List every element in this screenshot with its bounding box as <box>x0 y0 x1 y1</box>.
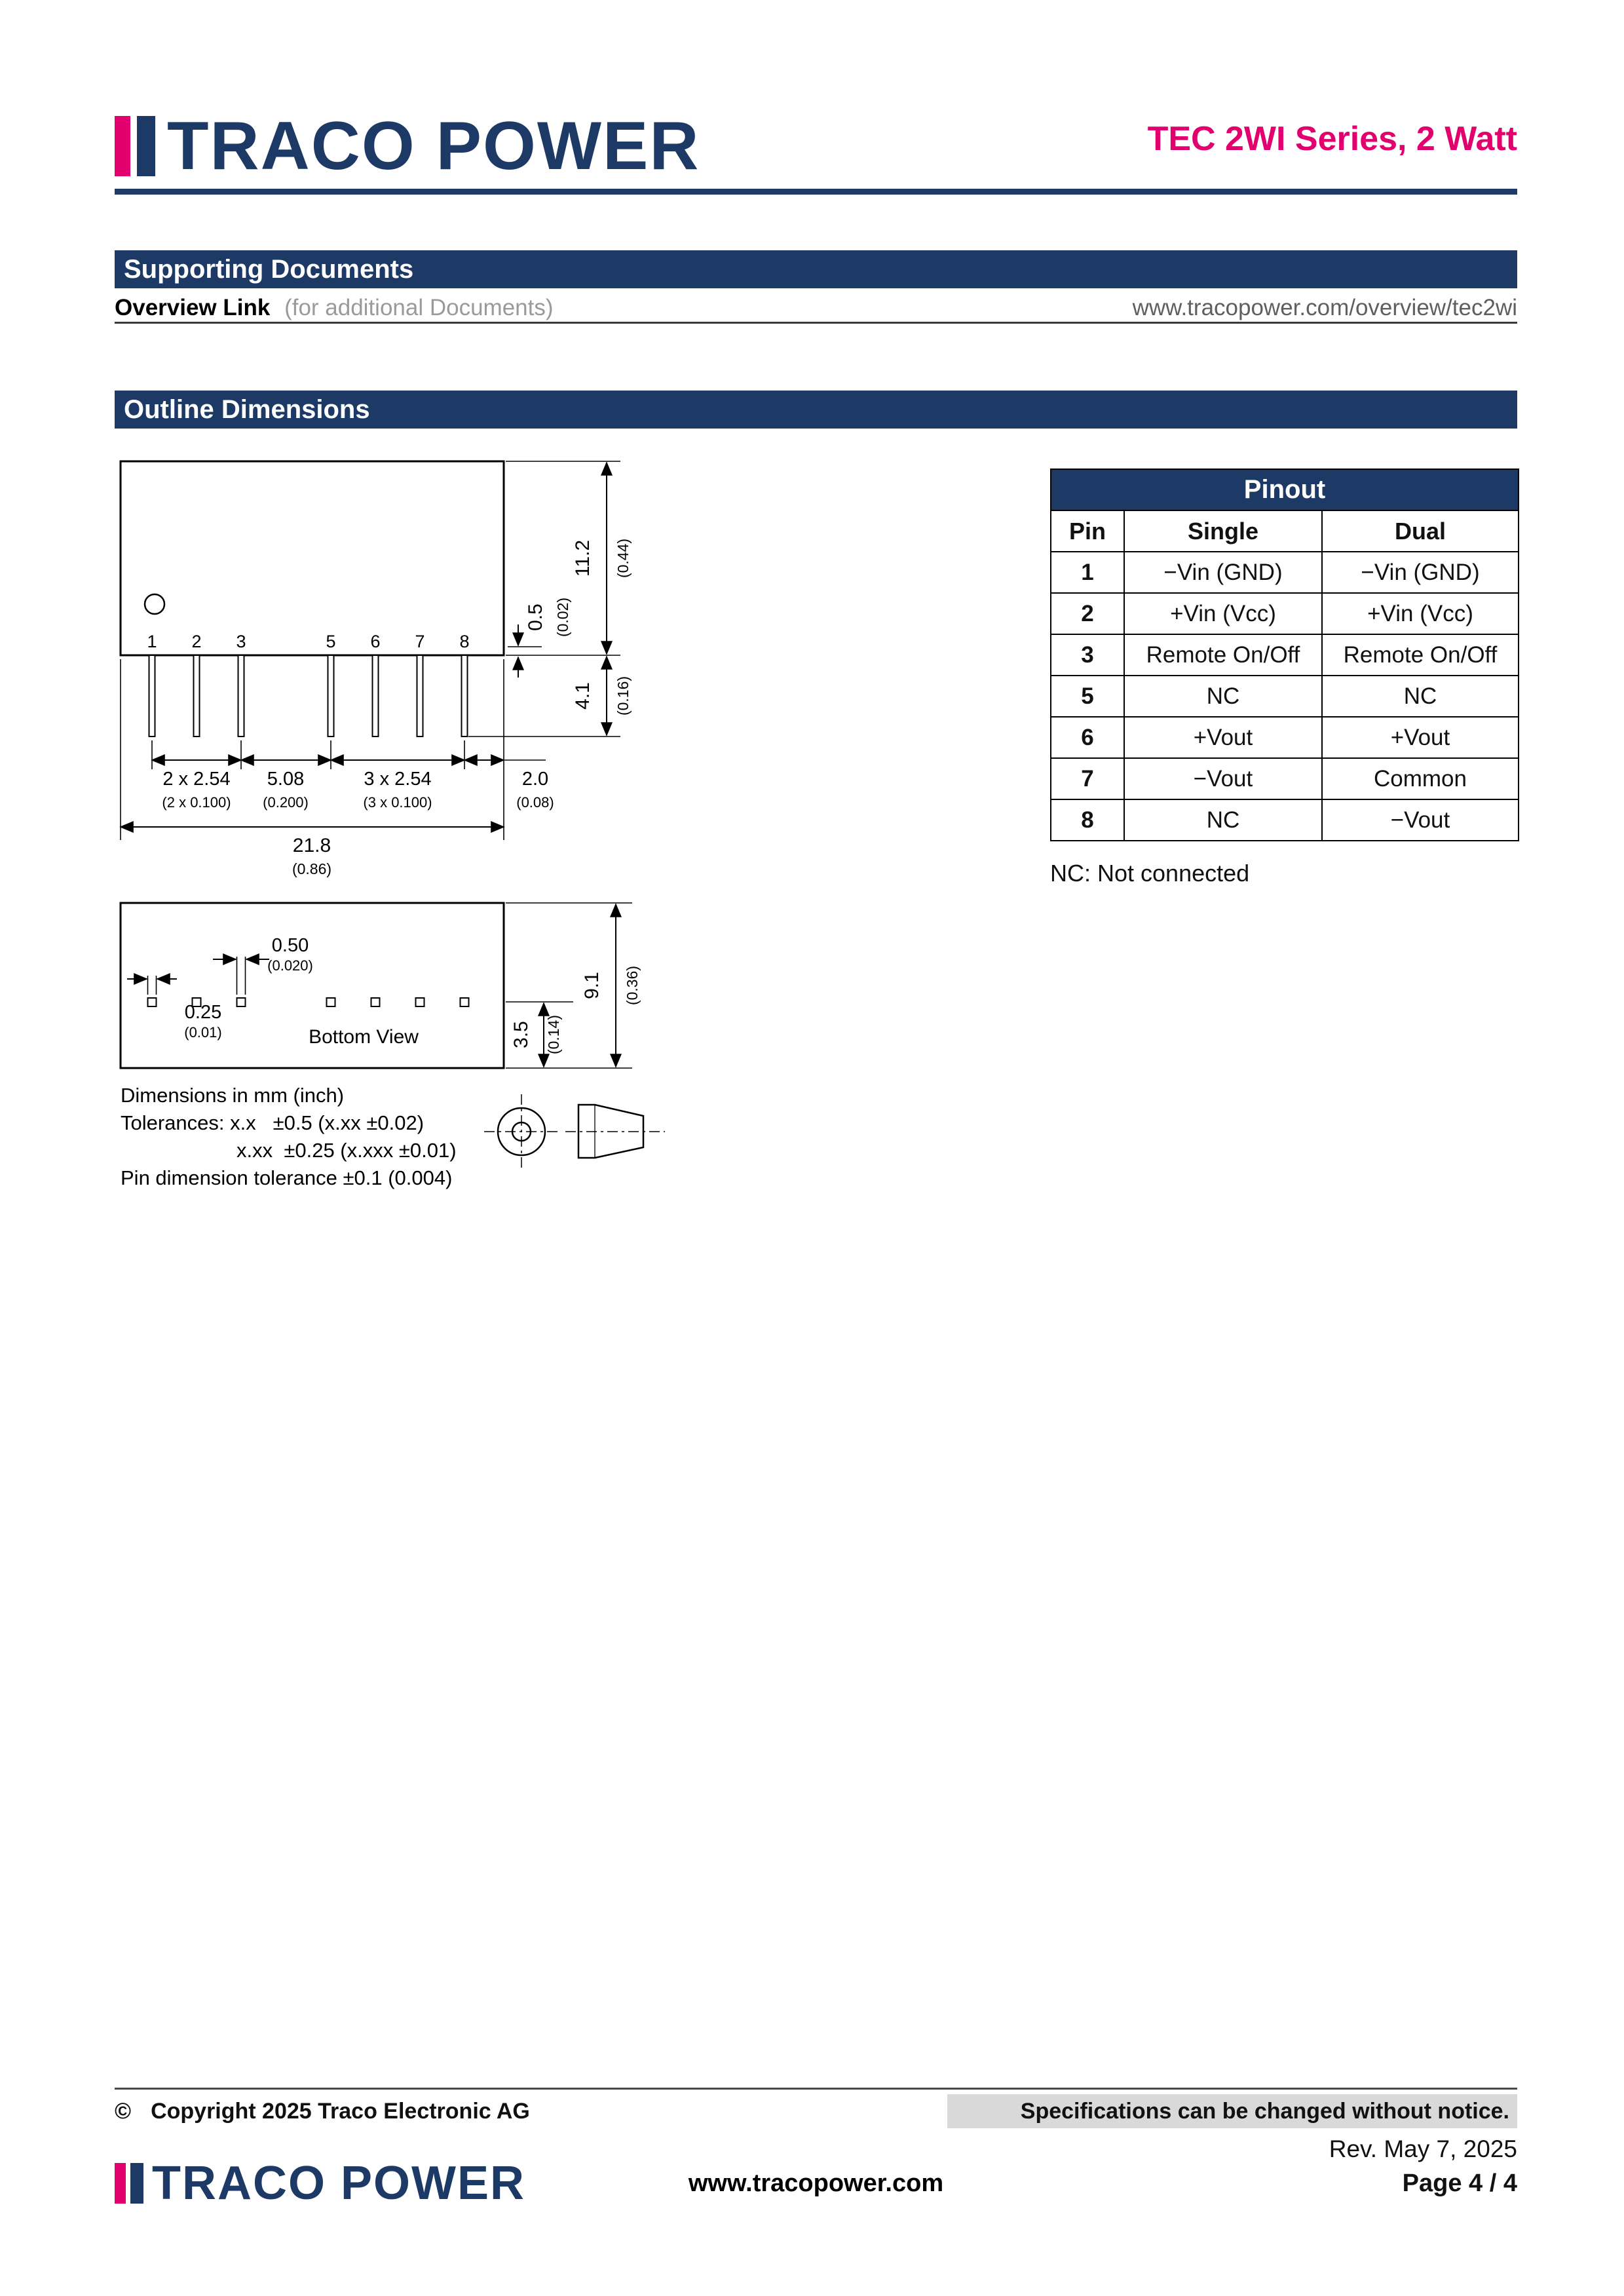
front-view <box>121 461 504 737</box>
single-cell: NC <box>1124 676 1322 717</box>
pin-cell: 6 <box>1051 717 1124 758</box>
copyright-text: Copyright 2025 Traco Electronic AG <box>151 2098 530 2124</box>
dual-cell: −Vin (GND) <box>1322 552 1519 593</box>
dim-pitch-a-mm: 2 x 2.54 <box>162 769 231 790</box>
note-pin-tolerance: Pin dimension tolerance ±0.1 (0.004) <box>121 1166 453 1189</box>
dim-edge-mm: 2.0 <box>521 769 549 790</box>
section-outline-dimensions: Outline Dimensions <box>115 391 1517 429</box>
pinout-header-dual: Dual <box>1322 510 1519 552</box>
revision-date: Rev. May 7, 2025 <box>1329 2135 1517 2162</box>
dim-pitch-b-in: (3 x 0.100) <box>363 794 432 811</box>
pin-cell: 5 <box>1051 676 1124 717</box>
copyright-row <box>115 2094 1517 2128</box>
pinout-title-row <box>1051 469 1519 510</box>
dim-gap-mm: 5.08 <box>267 769 305 790</box>
dual-cell: Common <box>1322 758 1519 799</box>
overview-link-label-group <box>115 295 554 321</box>
single-cell: Remote On/Off <box>1124 634 1322 676</box>
pinout-header-single: Single <box>1124 510 1322 552</box>
series-title: TEC 2WI Series, 2 Watt <box>1147 120 1517 158</box>
dim-pitch-a-in: (2 x 0.100) <box>162 794 231 811</box>
package-body <box>121 461 504 655</box>
note-units: Dimensions in mm (inch) <box>121 1084 345 1107</box>
logo-wordmark: TRACO POWER <box>167 107 700 184</box>
dim-width-in: (0.86) <box>292 860 332 877</box>
logo-bar-navy-icon <box>137 116 155 176</box>
overview-link-url[interactable]: www.tracopower.com/overview/tec2wi <box>1132 294 1517 320</box>
dim-pin-length-mm: 4.1 <box>572 682 594 710</box>
dim-width-mm: 21.8 <box>292 835 331 856</box>
single-cell: −Vout <box>1124 758 1322 799</box>
specifications-notice: Specifications can be changed without notice. <box>947 2094 1517 2128</box>
pin-leads <box>149 655 468 737</box>
pin-cell: 8 <box>1051 799 1124 841</box>
dim-body-height-in: (0.44) <box>614 538 632 579</box>
dim-standoff-mm: 0.5 <box>525 603 546 631</box>
dim-body-height-mm: 11.2 <box>572 539 594 577</box>
dim-edge-in: (0.08) <box>516 794 554 811</box>
pinout-title: Pinout <box>1051 469 1519 510</box>
pin-detail-view <box>484 1094 665 1169</box>
dim-pad-offset-in: (0.01) <box>184 1024 222 1041</box>
pinout-row <box>1051 717 1519 758</box>
dual-cell: +Vout <box>1322 717 1519 758</box>
single-cell: +Vin (Vcc) <box>1124 593 1322 634</box>
pinout-header-row <box>1051 510 1519 552</box>
single-cell: +Vout <box>1124 717 1322 758</box>
note-tolerances-2: x.xx ±0.25 (x.xxx ±0.01) <box>236 1139 457 1162</box>
pinout-row <box>1051 593 1519 634</box>
pin-number-1: 1 <box>147 632 157 651</box>
pin1-indicator-icon <box>145 594 164 614</box>
single-cell: −Vin (GND) <box>1124 552 1322 593</box>
pinout-row <box>1051 634 1519 676</box>
footer-website-link[interactable]: www.tracopower.com <box>688 2170 944 2197</box>
copyright-symbol: © <box>115 2098 132 2124</box>
header-rule <box>115 189 1517 195</box>
overview-link-note: (for additional Documents) <box>284 294 554 320</box>
bottom-view-label: Bottom View <box>309 1026 419 1048</box>
pin-number-5: 5 <box>326 632 336 651</box>
pinout-row <box>1051 758 1519 799</box>
dim-inner-mm: 3.5 <box>510 1021 532 1048</box>
dim-pad-offset-mm: 0.25 <box>184 1002 222 1023</box>
dim-gap-in: (0.200) <box>263 794 309 811</box>
dual-cell: +Vin (Vcc) <box>1322 593 1519 634</box>
pin-cell: 2 <box>1051 593 1124 634</box>
dim-pad-mm: 0.50 <box>271 935 309 956</box>
pinout-row <box>1051 552 1519 593</box>
pinout-table <box>1050 469 1519 841</box>
pin-cell: 7 <box>1051 758 1124 799</box>
pin-number-6: 6 <box>370 632 381 651</box>
pinout-header-pin: Pin <box>1051 510 1124 552</box>
pin-number-2: 2 <box>191 632 202 651</box>
copyright <box>115 2099 530 2124</box>
dim-depth-in: (0.36) <box>624 965 641 1006</box>
dim-inner-in: (0.14) <box>545 1014 562 1055</box>
dual-cell: NC <box>1322 676 1519 717</box>
pin-cell: 1 <box>1051 552 1124 593</box>
dim-pad-in: (0.020) <box>267 957 313 974</box>
footer-rule <box>115 2088 1517 2090</box>
pinout-row <box>1051 676 1519 717</box>
dim-pitch-b-mm: 3 x 2.54 <box>364 769 432 790</box>
logo-bar-magenta-icon <box>115 116 130 176</box>
dim-standoff-in: (0.02) <box>554 597 571 638</box>
bottom-view <box>121 903 504 1068</box>
dual-cell: −Vout <box>1322 799 1519 841</box>
page-number: Page 4 / 4 <box>1402 2170 1517 2197</box>
pin-number-3: 3 <box>236 632 246 651</box>
dim-depth-mm: 9.1 <box>581 972 603 999</box>
traco-logo <box>115 107 700 184</box>
overview-link-label: Overview Link <box>115 294 271 320</box>
section-supporting-documents: Supporting Documents <box>115 250 1517 288</box>
logo-wordmark: TRACO POWER <box>152 2157 525 2210</box>
pin-number-7: 7 <box>415 632 425 651</box>
pin-cell: 3 <box>1051 634 1124 676</box>
dual-cell: Remote On/Off <box>1322 634 1519 676</box>
dim-pin-length-in: (0.16) <box>614 676 632 716</box>
outline-drawing <box>115 452 803 1206</box>
nc-footnote: NC: Not connected <box>1050 860 1250 887</box>
pinout-row <box>1051 799 1519 841</box>
single-cell: NC <box>1124 799 1322 841</box>
dimension-notes <box>121 1084 457 1189</box>
supporting-documents-row <box>115 294 1517 324</box>
note-tolerances-1: Tolerances: x.x ±0.5 (x.xx ±0.02) <box>121 1111 425 1134</box>
pin-number-8: 8 <box>459 632 470 651</box>
